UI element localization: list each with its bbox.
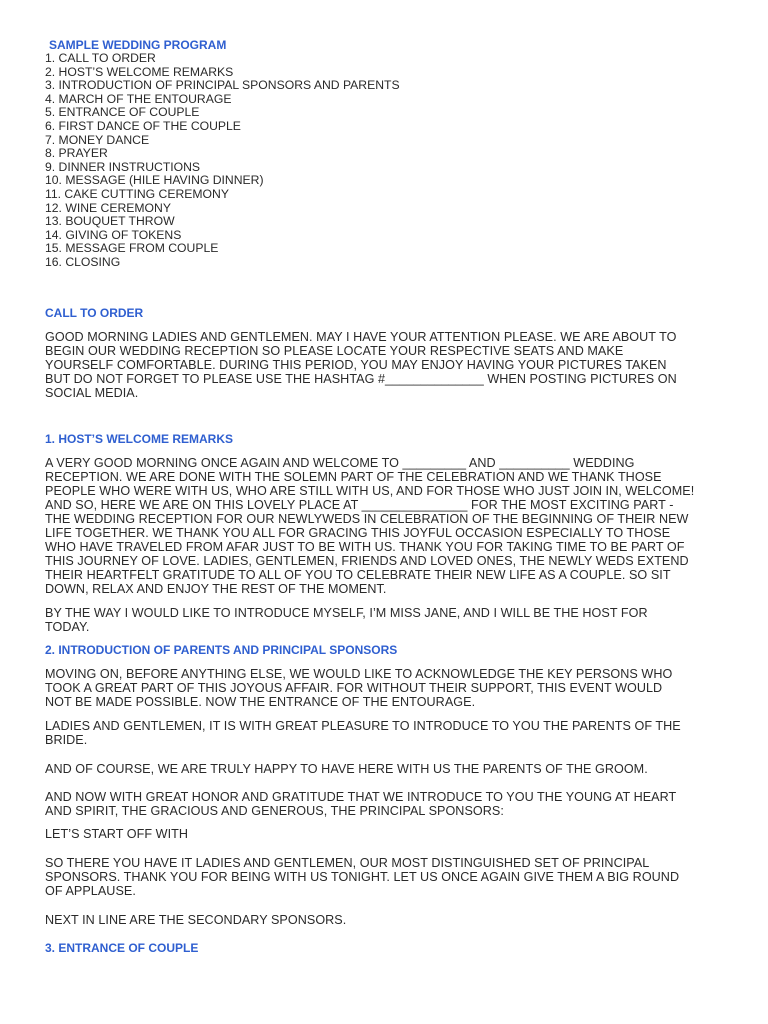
section-heading-call-to-order: CALL TO ORDER bbox=[45, 306, 144, 320]
text-line: LIFE TOGETHER. WE THANK YOU ALL FOR GRACING THIS JOYFUL OCCASION ESPECIALLY TO THOSE bbox=[45, 526, 671, 540]
parents-groom-paragraph bbox=[45, 762, 735, 776]
text-line: LET’S START OFF WITH bbox=[45, 827, 189, 841]
text-line: AND SO, HERE WE ARE ON THIS LOVELY PLACE AT _______________ FOR THE MOST EXCITING PART - bbox=[45, 498, 674, 512]
parents-bride-paragraph bbox=[45, 719, 735, 747]
text-line: SO THERE YOU HAVE IT LADIES AND GENTLEMEN, OUR MOST DISTINGUISHED SET OF PRINCIPAL bbox=[45, 856, 650, 870]
text-line: THEIR HEARTFELT GRATITUDE TO ALL OF YOU TO CELEBRATE THEIR NEW LIFE AS A COUPLE. SO SIT bbox=[45, 568, 671, 582]
program-item: 11. CAKE CUTTING CEREMONY bbox=[45, 186, 229, 201]
section-heading-introduction: 2. INTRODUCTION OF PARENTS AND PRINCIPAL SPONSORS bbox=[45, 643, 398, 657]
program-item: 6. FIRST DANCE OF THE COUPLE bbox=[45, 118, 241, 133]
text-line: BRIDE. bbox=[45, 733, 88, 747]
text-line: WHO HAVE TRAVELED FROM AFAR JUST TO BE WITH US. THANK YOU FOR TAKING TIME TO BE PART OF bbox=[45, 540, 685, 554]
program-item: 10. MESSAGE (HILE HAVING DINNER) bbox=[45, 173, 264, 188]
program-item: 16. CLOSING bbox=[45, 254, 121, 269]
section-heading-entrance: 3. ENTRANCE OF COUPLE bbox=[45, 941, 199, 955]
secondary-sponsors-paragraph bbox=[45, 913, 735, 927]
text-line: BUT DO NOT FORGET TO PLEASE USE THE HASHTAG #______________ WHEN POSTING PICTURES ON bbox=[45, 372, 677, 386]
start-off-paragraph bbox=[45, 827, 735, 841]
program-title: SAMPLE WEDDING PROGRAM bbox=[49, 38, 227, 52]
text-line: AND SPIRIT, THE GRACIOUS AND GENEROUS, THE PRINCIPAL SPONSORS: bbox=[45, 804, 504, 818]
text-line: AND NOW WITH GREAT HONOR AND GRATITUDE THAT WE INTRODUCE TO YOU THE YOUNG AT HEART bbox=[45, 790, 677, 804]
program-item: 4. MARCH OF THE ENTOURAGE bbox=[45, 91, 232, 106]
text-line: BY THE WAY I WOULD LIKE TO INTRODUCE MYSELF, I’M MISS JANE, AND I WILL BE THE HOST FOR bbox=[45, 606, 648, 620]
text-line: YOURSELF COMFORTABLE. DURING THIS PERIOD, YOU MAY ENJOY HAVING YOUR PICTURES TAKEN bbox=[45, 358, 667, 372]
program-item: 5. ENTRANCE OF COUPLE bbox=[45, 105, 200, 120]
text-line: NEXT IN LINE ARE THE SECONDARY SPONSORS. bbox=[45, 913, 347, 927]
text-line: SPONSORS. THANK YOU FOR BEING WITH US TONIGHT. LET US ONCE AGAIN GIVE THEM A BIG ROUND bbox=[45, 870, 680, 884]
program-item: 13. BOUQUET THROW bbox=[45, 214, 175, 229]
text-line: AND OF COURSE, WE ARE TRULY HAPPY TO HAVE HERE WITH US THE PARENTS OF THE GROOM. bbox=[45, 762, 648, 776]
host-intro-paragraph bbox=[45, 606, 735, 634]
section-heading-welcome: 1. HOST’S WELCOME REMARKS bbox=[45, 432, 234, 446]
text-line: TOOK A GREAT PART OF THIS JOYOUS AFFAIR. FOR WITHOUT THEIR SUPPORT, THIS EVENT WOULD bbox=[45, 681, 663, 695]
program-item: 3. INTRODUCTION OF PRINCIPAL SPONSORS AND PARENTS bbox=[45, 78, 400, 93]
text-line: BEGIN OUR WEDDING RECEPTION SO PLEASE LOCATE YOUR RESPECTIVE SEATS AND MAKE bbox=[45, 344, 624, 358]
text-line: SOCIAL MEDIA. bbox=[45, 386, 139, 400]
text-line: NOT BE MADE POSSIBLE. NOW THE ENTRANCE OF THE ENTOURAGE. bbox=[45, 695, 476, 709]
program-item: 15. MESSAGE FROM COUPLE bbox=[45, 241, 219, 256]
applause-paragraph bbox=[45, 856, 735, 898]
text-line: THE WEDDING RECEPTION FOR OUR NEWLYWEDS IN CELEBRATION OF THE BEGINNING OF THEIR NEW bbox=[45, 512, 689, 526]
text-line: LADIES AND GENTLEMEN, IT IS WITH GREAT PLEASURE TO INTRODUCE TO YOU THE PARENTS OF THE bbox=[45, 719, 681, 733]
program-item: 14. GIVING OF TOKENS bbox=[45, 227, 182, 242]
text-line: MOVING ON, BEFORE ANYTHING ELSE, WE WOULD LIKE TO ACKNOWLEDGE THE KEY PERSONS WHO bbox=[45, 667, 673, 681]
text-line: DOWN, RELAX AND ENJOY THE REST OF THE MOMENT. bbox=[45, 582, 387, 596]
text-line: RECEPTION. WE ARE DONE WITH THE SOLEMN PART OF THE CELEBRATION AND WE THANK THOSE bbox=[45, 470, 662, 484]
principal-sponsors-paragraph bbox=[45, 790, 735, 818]
program-list bbox=[45, 52, 400, 270]
program-item: 12. WINE CEREMONY bbox=[45, 200, 171, 215]
text-line: OF APPLAUSE. bbox=[45, 884, 136, 898]
text-line: PEOPLE WHO WERE WITH US, WHO ARE STILL WITH US, AND FOR THOSE WHO JUST JOIN IN, WELCOME! bbox=[45, 484, 695, 498]
text-line: TODAY. bbox=[45, 620, 90, 634]
introduction-paragraph bbox=[45, 667, 735, 709]
program-item: 9. DINNER INSTRUCTIONS bbox=[45, 159, 201, 174]
program-item: 2. HOST’S WELCOME REMARKS bbox=[45, 64, 234, 79]
text-line: A VERY GOOD MORNING ONCE AGAIN AND WELCOME TO _________ AND __________ WEDDING bbox=[45, 456, 635, 470]
program-item: 8. PRAYER bbox=[45, 146, 108, 161]
call-to-order-paragraph bbox=[45, 330, 735, 400]
text-line: GOOD MORNING LADIES AND GENTLEMEN. MAY I HAVE YOUR ATTENTION PLEASE. WE ARE ABOUT TO bbox=[45, 330, 677, 344]
program-item: 1. CALL TO ORDER bbox=[45, 51, 156, 65]
program-item: 7. MONEY DANCE bbox=[45, 132, 150, 147]
text-line: THIS JOURNEY OF LOVE. LADIES, GENTLEMEN, FRIENDS AND LOVED ONES, THE NEWLY WEDS EXTEND bbox=[45, 554, 689, 568]
welcome-paragraph bbox=[45, 456, 735, 596]
